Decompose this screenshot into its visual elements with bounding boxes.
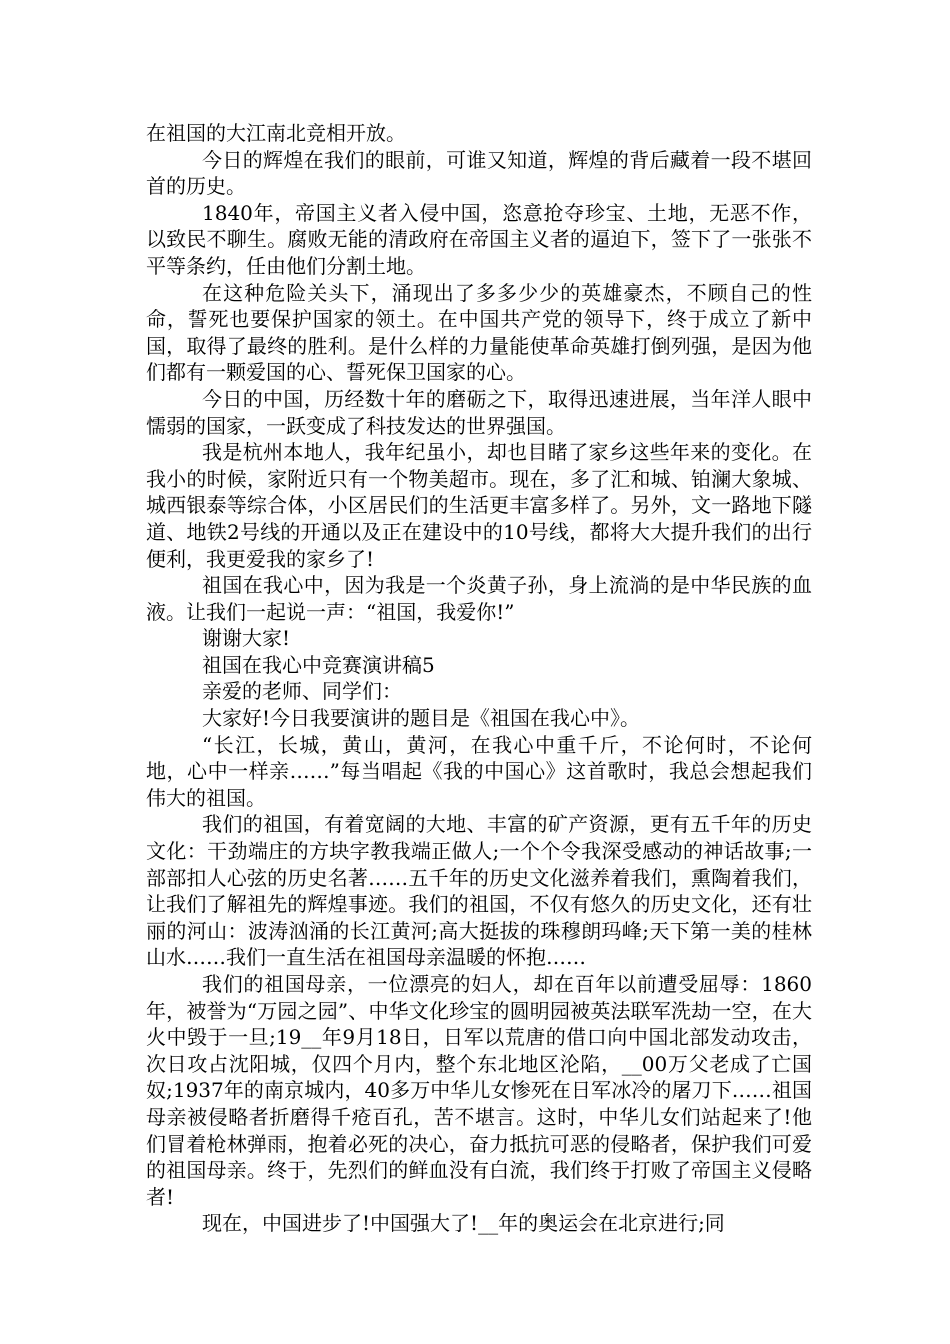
paragraph-4: 在这种危险关头下，涌现出了多多少少的英雄豪杰，不顾自己的性命，誓死也要保护国家的领土。在中国共产党的领导下，终于成立了新中国，取得了最终的胜利。是什么样的力量能使革命英雄打倒列强，是因为他们都有一颗爱国的心、誓死保卫国家的心。	[146, 280, 812, 385]
paragraph-6: 我是杭州本地人，我年纪虽小，却也目睹了家乡这些年来的变化。在我小的时候，家附近只有一个物美超市。现在，多了汇和城、铂澜大象城、城西银泰等综合体，小区居民们的生活更丰富多样了。另外，文一路地下隧道、地铁2号线的开通以及正在建设中的10号线，都将大大提升我们的出行便利，我更爱我的家乡了!	[146, 440, 812, 571]
salutation: 亲爱的老师、同学们：	[202, 679, 402, 704]
paragraph-7: 祖国在我心中，因为我是一个炎黄子孙，身上流淌的是中华民族的血液。让我们一起说一声：“祖国，我爱你!”	[146, 573, 812, 624]
paragraph-13: 我们的祖国，有着宽阔的大地、丰富的矿产资源，更有五千年的历史文化：干劲端庄的方块字教我端正做人;一个个令我深受感动的神话故事;一部部扣人心弦的历史名著……五千年的历史文化滋养着我们，熏陶着我们，让我们了解祖先的辉煌事迹。我们的祖国，不仅有悠久的历史文化，还有壮丽的河山：波涛汹涌的长江黄河;高大挺拔的珠穆朗玛峰;天下第一美的桂林山水……我们一直生活在祖国母亲温暖的怀抱……	[146, 812, 812, 970]
paragraph-15: 现在，中国进步了!中国强大了!__年的奥运会在北京进行;同	[202, 1211, 725, 1236]
closing-thanks: 谢谢大家!	[202, 626, 291, 651]
paragraph-1: 在祖国的大江南北竞相开放。	[146, 121, 406, 145]
paragraph-3: 1840年，帝国主义者入侵中国，恣意抢夺珍宝、土地，无恶不作，以致民不聊生。腐败无能的清政府在帝国主义者的逼迫下，签下了一张张不平等条约，任由他们分割土地。	[146, 200, 812, 278]
paragraph-2: 今日的辉煌在我们的眼前，可谁又知道，辉煌的背后藏着一段不堪回首的历史。	[146, 147, 812, 199]
paragraph-11: 大家好!今日我要演讲的题目是《祖国在我心中》。	[202, 706, 641, 731]
paragraph-12: “长江，长城，黄山，黄河，在我心中重千斤，不论何时，不论何地，心中一样亲……”每当唱起《我的中国心》这首歌时，我总会想起我们伟大的祖国。	[146, 732, 812, 810]
paragraph-5: 今日的中国，历经数十年的磨砺之下，取得迅速进展，当年洋人眼中懦弱的国家，一跃变成了科技发达的世界强国。	[146, 386, 812, 438]
section-heading: 祖国在我心中竞赛演讲稿5	[202, 652, 435, 677]
document-page	[146, 120, 812, 1237]
paragraph-14: 我们的祖国母亲，一位漂亮的妇人，却在百年以前遭受屈辱：1860年，被誉为“万园之园”、中华文化珍宝的圆明园被英法联军洗劫一空，在大火中毁于一旦;19__年9月18日，日军以荒唐的借口向中国北部发动攻击，次日攻占沈阳城，仅四个月内，整个东北地区沦陷，__00万父老成了亡国奴;1937年的南京城内，40多万中华儿女惨死在日军冰冷的屠刀下……祖国母亲被侵略者折磨得千疮百孔，苦不堪言。这时，中华儿女们站起来了!他们冒着枪林弹雨，抱着必死的决心，奋力抵抗可恶的侵略者，保护我们可爱的祖国母亲。终于，先烈们的鲜血没有白流，我们终于打败了帝国主义侵略者!	[146, 972, 812, 1209]
